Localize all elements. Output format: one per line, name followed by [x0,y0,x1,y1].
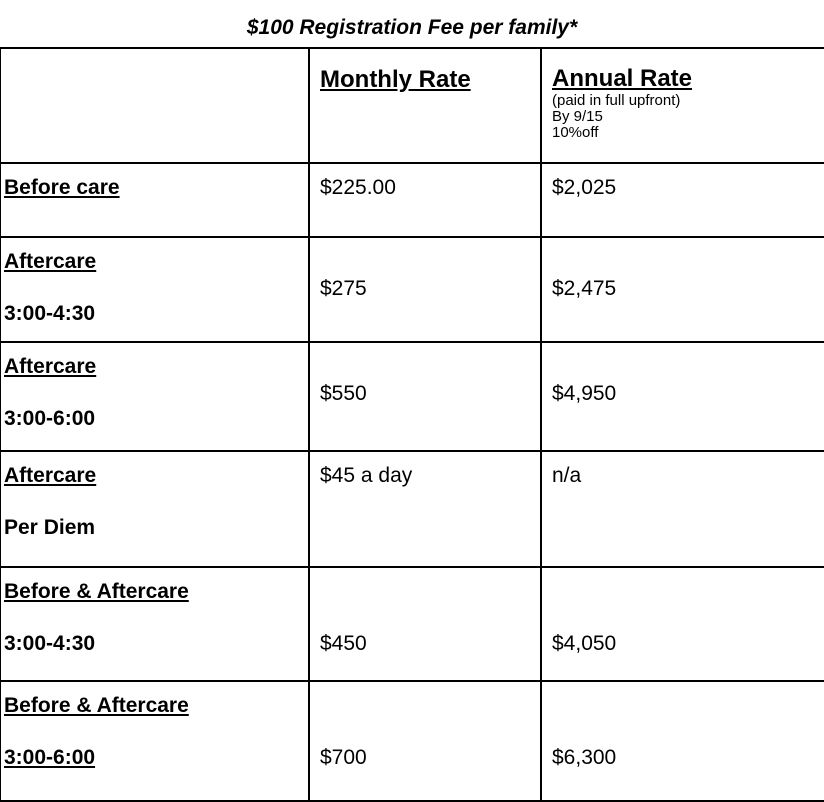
monthly-cell [309,681,541,801]
service-time: 3:00-6:00 [4,407,96,430]
monthly-value: $225.00 [320,176,396,199]
monthly-value: $45 a day [320,464,413,487]
table-row [0,681,824,801]
service-cell [0,567,309,681]
annual-value: $4,050 [552,632,617,655]
annual-header-cell [541,48,824,163]
table-row [0,342,824,451]
service-time: 3:00-4:30 [4,632,96,655]
rate-table [0,47,824,802]
annual-cell [541,681,824,801]
service-label: Before care [4,176,120,199]
monthly-cell [309,567,541,681]
table-row [0,163,824,237]
service-label: Aftercare [4,464,97,487]
monthly-cell [309,451,541,567]
annual-value: $2,025 [552,176,617,199]
service-time: 3:00-6:00 [4,746,96,769]
empty-header-cell [0,48,309,163]
annual-cell [541,567,824,681]
service-cell [0,681,309,801]
service-cell [0,237,309,342]
annual-cell [541,342,824,451]
table-row [0,567,824,681]
monthly-cell [309,342,541,451]
annual-note: By 9/15 [552,108,603,125]
annual-note: 10%off [552,124,599,141]
annual-cell [541,163,824,237]
service-label: Before & Aftercare [4,694,189,717]
annual-value: $6,300 [552,746,617,769]
table-row [0,451,824,567]
service-cell [0,451,309,567]
monthly-value: $550 [320,382,367,405]
monthly-rate-heading: Monthly Rate [320,66,471,93]
annual-value: $4,950 [552,382,617,405]
annual-value: n/a [552,464,582,487]
monthly-header-cell [309,48,541,163]
service-time: Per Diem [4,516,96,539]
service-time: 3:00-4:30 [4,302,96,325]
monthly-value: $700 [320,746,367,769]
monthly-value: $450 [320,632,367,655]
annual-cell [541,237,824,342]
service-label: Aftercare [4,250,97,273]
service-label: Aftercare [4,355,97,378]
annual-note: (paid in full upfront) [552,92,681,109]
service-label: Before & Aftercare [4,580,189,603]
table-row [0,237,824,342]
header-row [0,48,824,163]
annual-rate-heading: Annual Rate [552,65,693,92]
monthly-cell [309,163,541,237]
annual-cell [541,451,824,567]
annual-value: $2,475 [552,277,617,300]
monthly-cell [309,237,541,342]
service-cell [0,163,309,237]
service-cell [0,342,309,451]
page-title: $100 Registration Fee per family* [246,16,578,39]
monthly-value: $275 [320,277,367,300]
